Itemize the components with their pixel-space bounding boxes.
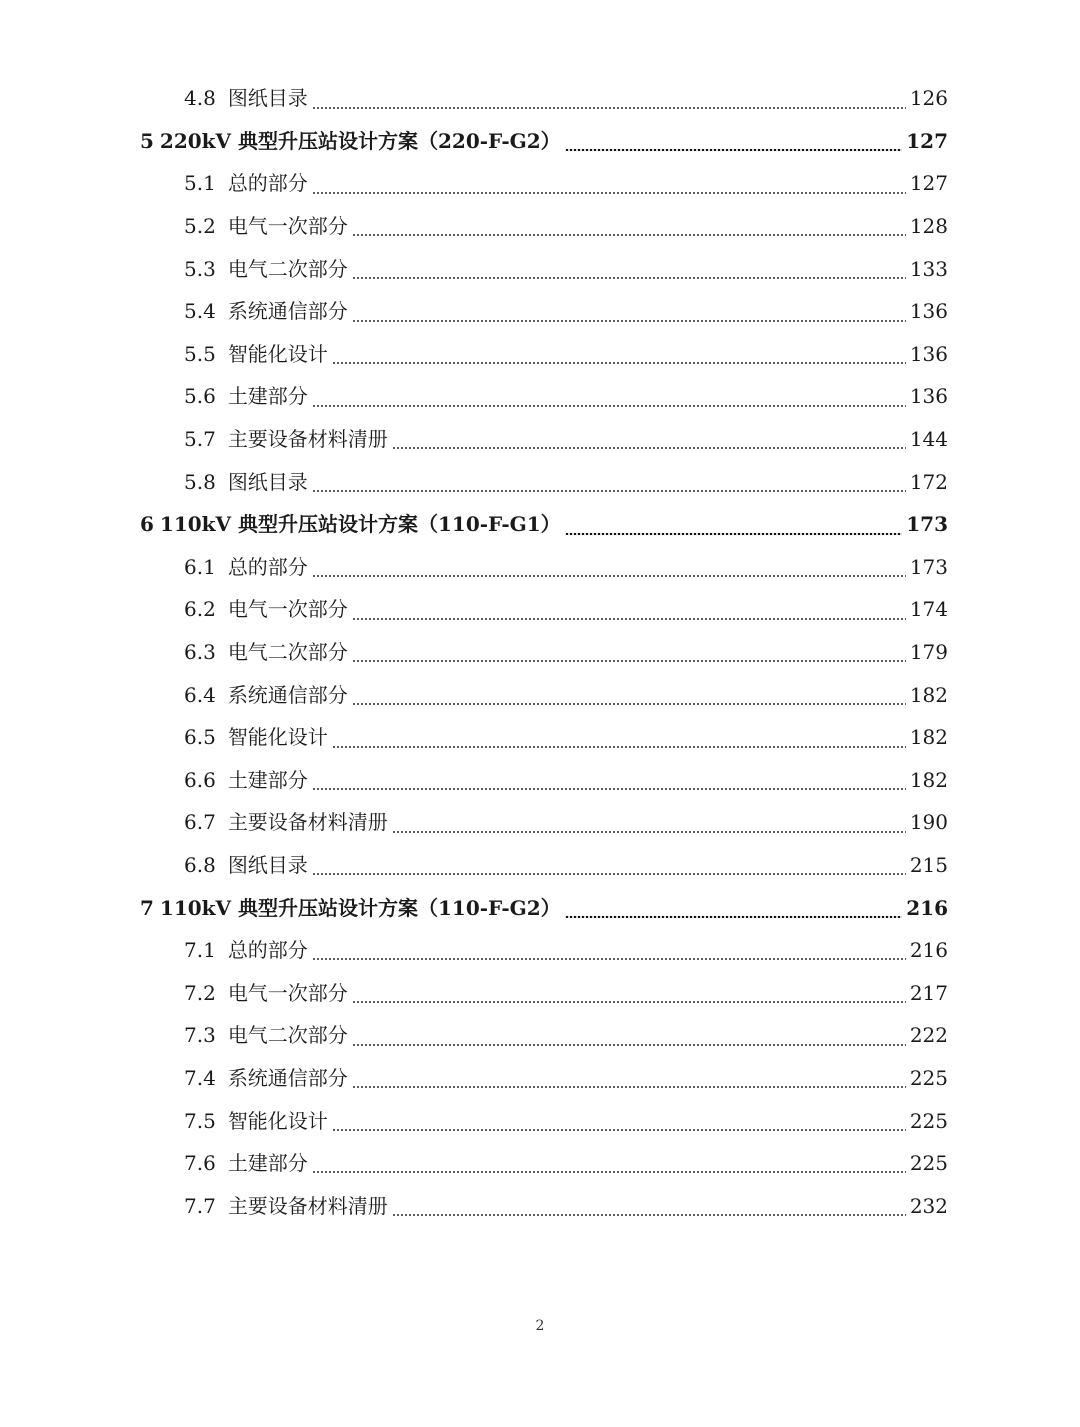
toc-entry[interactable]: [0, 716, 1080, 759]
toc-entry[interactable]: [0, 1014, 1080, 1057]
toc-entry-title: 主要设备材料清册: [227, 1193, 388, 1218]
toc-entry-number: 5.4: [184, 299, 216, 324]
toc-entry-number: 7.2: [184, 980, 216, 1005]
toc-entry[interactable]: [0, 801, 1080, 844]
toc-entry-title: 电气一次部分: [227, 597, 348, 622]
toc-entry-number: 6.3: [184, 640, 216, 665]
dot-leader: [352, 234, 906, 236]
dot-leader: [332, 362, 906, 364]
dot-leader: [352, 277, 906, 279]
dot-leader: [312, 107, 906, 109]
dot-leader: [565, 916, 903, 918]
toc-entry-page: 215: [909, 852, 948, 877]
toc-entry-number: 4.8: [184, 86, 216, 111]
toc-entry-number: 5.6: [184, 384, 216, 409]
dot-leader: [312, 490, 906, 492]
toc-entry-title: 系统通信部分: [227, 682, 348, 707]
toc-entry-page: 136: [909, 384, 948, 409]
dot-leader: [312, 958, 906, 960]
toc-entry-title: 110kV 典型升压站设计方案（110-F-G2）: [159, 895, 561, 920]
toc-entry-page: 225: [909, 1108, 948, 1133]
toc-entry-page: 127: [906, 128, 948, 153]
dot-leader: [352, 1044, 906, 1046]
toc-entry-page: 216: [906, 895, 948, 920]
dot-leader: [352, 1001, 906, 1003]
toc-entry[interactable]: [0, 290, 1080, 333]
page-number: 2: [535, 1318, 545, 1334]
toc-entry[interactable]: [0, 929, 1080, 972]
toc-section-entry[interactable]: [0, 120, 1080, 163]
toc-entry-page: 225: [909, 1065, 948, 1090]
toc-entry[interactable]: [0, 418, 1080, 461]
dot-leader: [352, 320, 906, 322]
toc-entry-title: 智能化设计: [227, 725, 328, 750]
toc-entry[interactable]: [0, 247, 1080, 290]
toc-entry[interactable]: [0, 1142, 1080, 1185]
toc-entry-page: 216: [909, 938, 948, 963]
toc-entry[interactable]: [0, 460, 1080, 503]
toc-entry-number: 7.7: [184, 1193, 216, 1218]
toc-entry-title: 电气二次部分: [227, 256, 348, 281]
dot-leader: [332, 1129, 906, 1131]
toc-entry-number: 5.1: [184, 171, 216, 196]
toc-entry-page: 172: [909, 469, 948, 494]
toc-entry-number: 6.7: [184, 810, 216, 835]
toc-entry-page: 222: [909, 1023, 948, 1048]
dot-leader: [332, 746, 906, 748]
toc-entry-number: 6.5: [184, 725, 216, 750]
toc-entry-number: 7.3: [184, 1023, 216, 1048]
toc-entry-page: 173: [906, 512, 948, 537]
toc-entry-title: 智能化设计: [227, 341, 328, 366]
toc-entry-title: 图纸目录: [227, 852, 308, 877]
dot-leader: [312, 1171, 906, 1173]
toc-entry-title: 总的部分: [227, 171, 308, 196]
toc-entry-number: 7.1: [184, 938, 216, 963]
table-of-contents: [0, 77, 1080, 1227]
dot-leader: [352, 703, 906, 705]
toc-entry[interactable]: [0, 1099, 1080, 1142]
toc-entry-number: 6.1: [184, 554, 216, 579]
dot-leader: [392, 1214, 906, 1216]
toc-entry-title: 总的部分: [227, 554, 308, 579]
toc-entry-number: 5.3: [184, 256, 216, 281]
toc-entry-page: 174: [909, 597, 948, 622]
toc-entry-page: 136: [909, 341, 948, 366]
toc-entry-title: 智能化设计: [227, 1108, 328, 1133]
toc-entry-title: 主要设备材料清册: [227, 427, 388, 452]
toc-entry-page: 225: [909, 1151, 948, 1176]
toc-entry-number: 6.4: [184, 682, 216, 707]
toc-entry-page: 173: [909, 554, 948, 579]
toc-entry[interactable]: [0, 375, 1080, 418]
toc-entry[interactable]: [0, 631, 1080, 674]
toc-entry[interactable]: [0, 333, 1080, 376]
toc-entry[interactable]: [0, 588, 1080, 631]
toc-entry[interactable]: [0, 844, 1080, 887]
toc-entry-number: 5: [140, 128, 154, 153]
toc-entry-page: 126: [909, 86, 948, 111]
dot-leader: [392, 831, 906, 833]
toc-entry-title: 土建部分: [227, 1151, 308, 1176]
toc-entry-title: 主要设备材料清册: [227, 810, 388, 835]
toc-entry[interactable]: [0, 546, 1080, 589]
dot-leader: [392, 447, 906, 449]
toc-entry-page: 133: [909, 256, 948, 281]
dot-leader: [352, 618, 906, 620]
toc-entry-number: 6.2: [184, 597, 216, 622]
toc-entry-number: 5.7: [184, 427, 216, 452]
toc-entry-title: 土建部分: [227, 767, 308, 792]
toc-entry[interactable]: [0, 1184, 1080, 1227]
toc-entry-number: 6: [140, 512, 154, 537]
toc-entry-page: 128: [909, 214, 948, 239]
toc-entry[interactable]: [0, 759, 1080, 802]
toc-entry-number: 7.5: [184, 1108, 216, 1133]
toc-entry-number: 7: [140, 895, 154, 920]
toc-entry-title: 图纸目录: [227, 86, 308, 111]
dot-leader: [312, 405, 906, 407]
toc-entry-title: 电气二次部分: [227, 640, 348, 665]
toc-entry[interactable]: [0, 205, 1080, 248]
dot-leader: [312, 873, 906, 875]
toc-entry[interactable]: [0, 971, 1080, 1014]
toc-entry-page: 127: [909, 171, 948, 196]
toc-entry[interactable]: [0, 77, 1080, 120]
toc-entry-page: 182: [909, 682, 948, 707]
toc-entry-title: 系统通信部分: [227, 1065, 348, 1090]
toc-entry-page: 136: [909, 299, 948, 324]
toc-entry[interactable]: [0, 162, 1080, 205]
dot-leader: [352, 660, 906, 662]
toc-entry-page: 182: [909, 767, 948, 792]
toc-entry-page: 232: [909, 1193, 948, 1218]
toc-entry-title: 220kV 典型升压站设计方案（220-F-G2）: [159, 128, 561, 153]
toc-entry-number: 7.4: [184, 1065, 216, 1090]
toc-entry-page: 144: [909, 427, 948, 452]
dot-leader: [312, 788, 906, 790]
toc-entry-title: 电气二次部分: [227, 1023, 348, 1048]
toc-entry-title: 土建部分: [227, 384, 308, 409]
dot-leader: [312, 575, 906, 577]
dot-leader: [565, 149, 903, 151]
toc-entry-title: 系统通信部分: [227, 299, 348, 324]
toc-entry-number: 5.2: [184, 214, 216, 239]
toc-entry-page: 182: [909, 725, 948, 750]
dot-leader: [565, 533, 903, 535]
toc-entry-page: 190: [909, 810, 948, 835]
toc-entry-title: 图纸目录: [227, 469, 308, 494]
dot-leader: [312, 192, 906, 194]
toc-entry-number: 7.6: [184, 1151, 216, 1176]
toc-section-entry[interactable]: [0, 886, 1080, 929]
toc-entry-title: 电气一次部分: [227, 214, 348, 239]
toc-entry-number: 5.5: [184, 341, 216, 366]
toc-entry[interactable]: [0, 673, 1080, 716]
toc-entry-number: 5.8: [184, 469, 216, 494]
toc-entry-page: 179: [909, 640, 948, 665]
toc-entry-number: 6.6: [184, 767, 216, 792]
toc-entry-title: 电气一次部分: [227, 980, 348, 1005]
toc-section-entry[interactable]: [0, 503, 1080, 546]
toc-entry-title: 110kV 典型升压站设计方案（110-F-G1）: [159, 512, 561, 537]
toc-entry-title: 总的部分: [227, 938, 308, 963]
toc-entry-page: 217: [909, 980, 948, 1005]
toc-entry-number: 6.8: [184, 852, 216, 877]
toc-entry[interactable]: [0, 1057, 1080, 1100]
dot-leader: [352, 1086, 906, 1088]
